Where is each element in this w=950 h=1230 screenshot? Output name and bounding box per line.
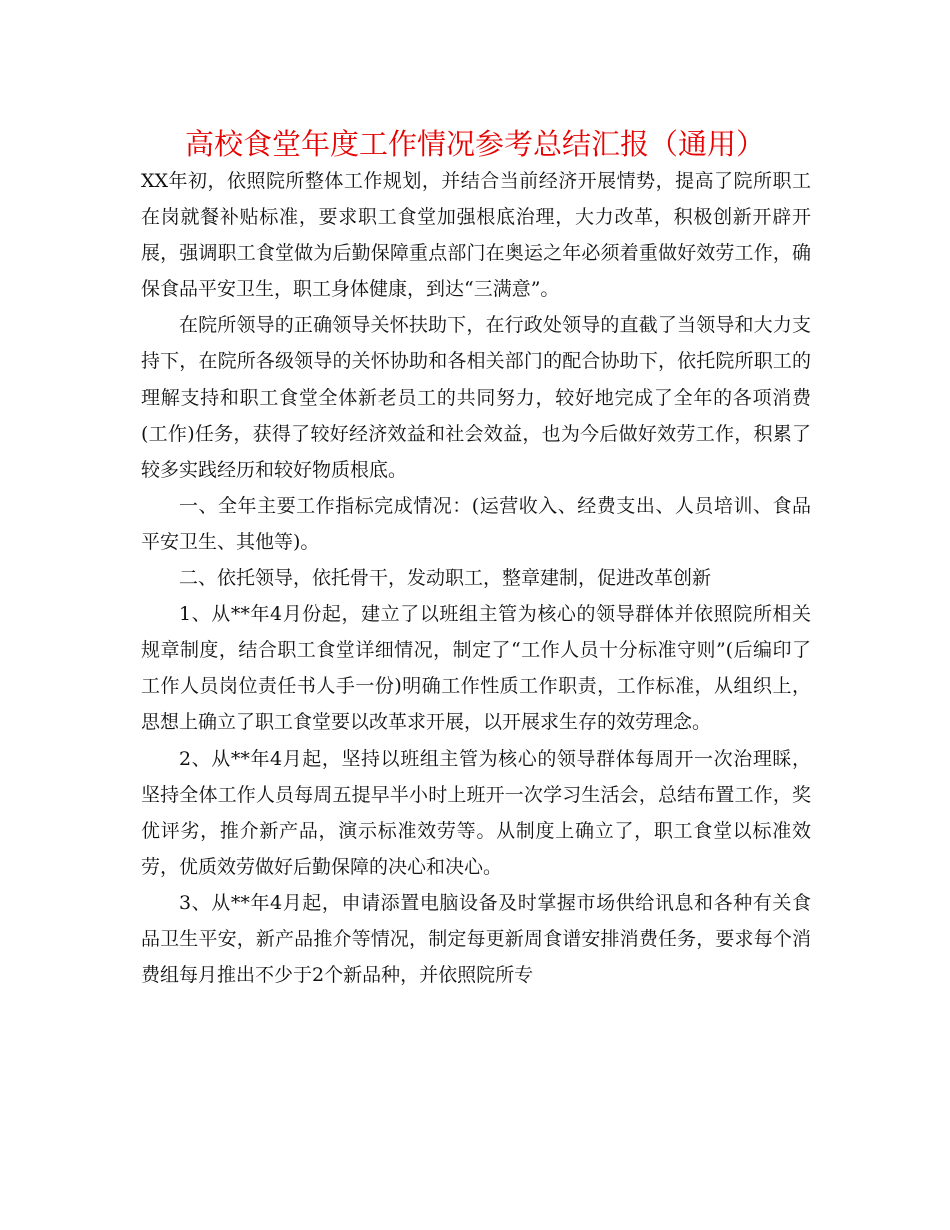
document-body [141,163,811,993]
paragraph: 二、依托领导，依托骨干，发动职工，整章建制，促进改革创新 [179,567,712,590]
paragraph: 一、全年主要工作指标完成情况：(运营收入、经费支出、人员培训、食品平安卫生、其他等)。 [141,494,811,553]
paragraph: 1、从**年4月份起，建立了以班组主管为核心的领导群体并依照院所相关规章制度，结合职工食堂详细情况，制定了“工作人员十分标准守则”(后编印了工作人员岗位责任书人手一份)明确工作性质工作职责，工作标准，从组织上，思想上确立了职工食堂要以改革求开展，以开展求生存的效劳理念。 [141,603,811,734]
paragraph: 2、从**年4月起，坚持以班组主管为核心的领导群体每周开一次治理睬，坚持全体工作人员每周五提早半小时上班开一次学习生活会，总结布置工作，奖优评劣，推介新产品，演示标准效劳等。从制度上确立了，职工食堂以标准效劳，优质效劳做好后勤保障的决心和决心。 [141,747,811,878]
paragraph: 在院所领导的正确领导关怀扶助下，在行政处领导的直截了当领导和大力支持下，在院所各级领导的关怀协助和各相关部门的配合协助下，依托院所职工的理解支持和职工食堂全体新老员工的共同努力，较好地完成了全年的各项消费(工作)任务，获得了较好经济效益和社会效益，也为今后做好效劳工作，积累了较多实践经历和较好物质根底。 [141,314,811,481]
paragraph: 3、从**年4月起，申请添置电脑设备及时掌握市场供给讯息和各种有关食品卫生平安，新产品推介等情况，制定每更新周食谱安排消费任务，要求每个消费组每月推出不少于2个新品种，并依照院所专 [141,891,811,987]
document-title: 高校食堂年度工作情况参考总结汇报（通用） [184,127,765,161]
paragraph: XX年初，依照院所整体工作规划，并结合当前经济开展情势，提高了院所职工在岗就餐补贴标准，要求职工食堂加强根底治理，大力改革，积极创新开辟开展，强调职工食堂做为后勤保障重点部门在奥运之年必须着重做好效劳工作，确保食品平安卫生，职工身体健康，到达“三满意”。 [141,170,811,301]
